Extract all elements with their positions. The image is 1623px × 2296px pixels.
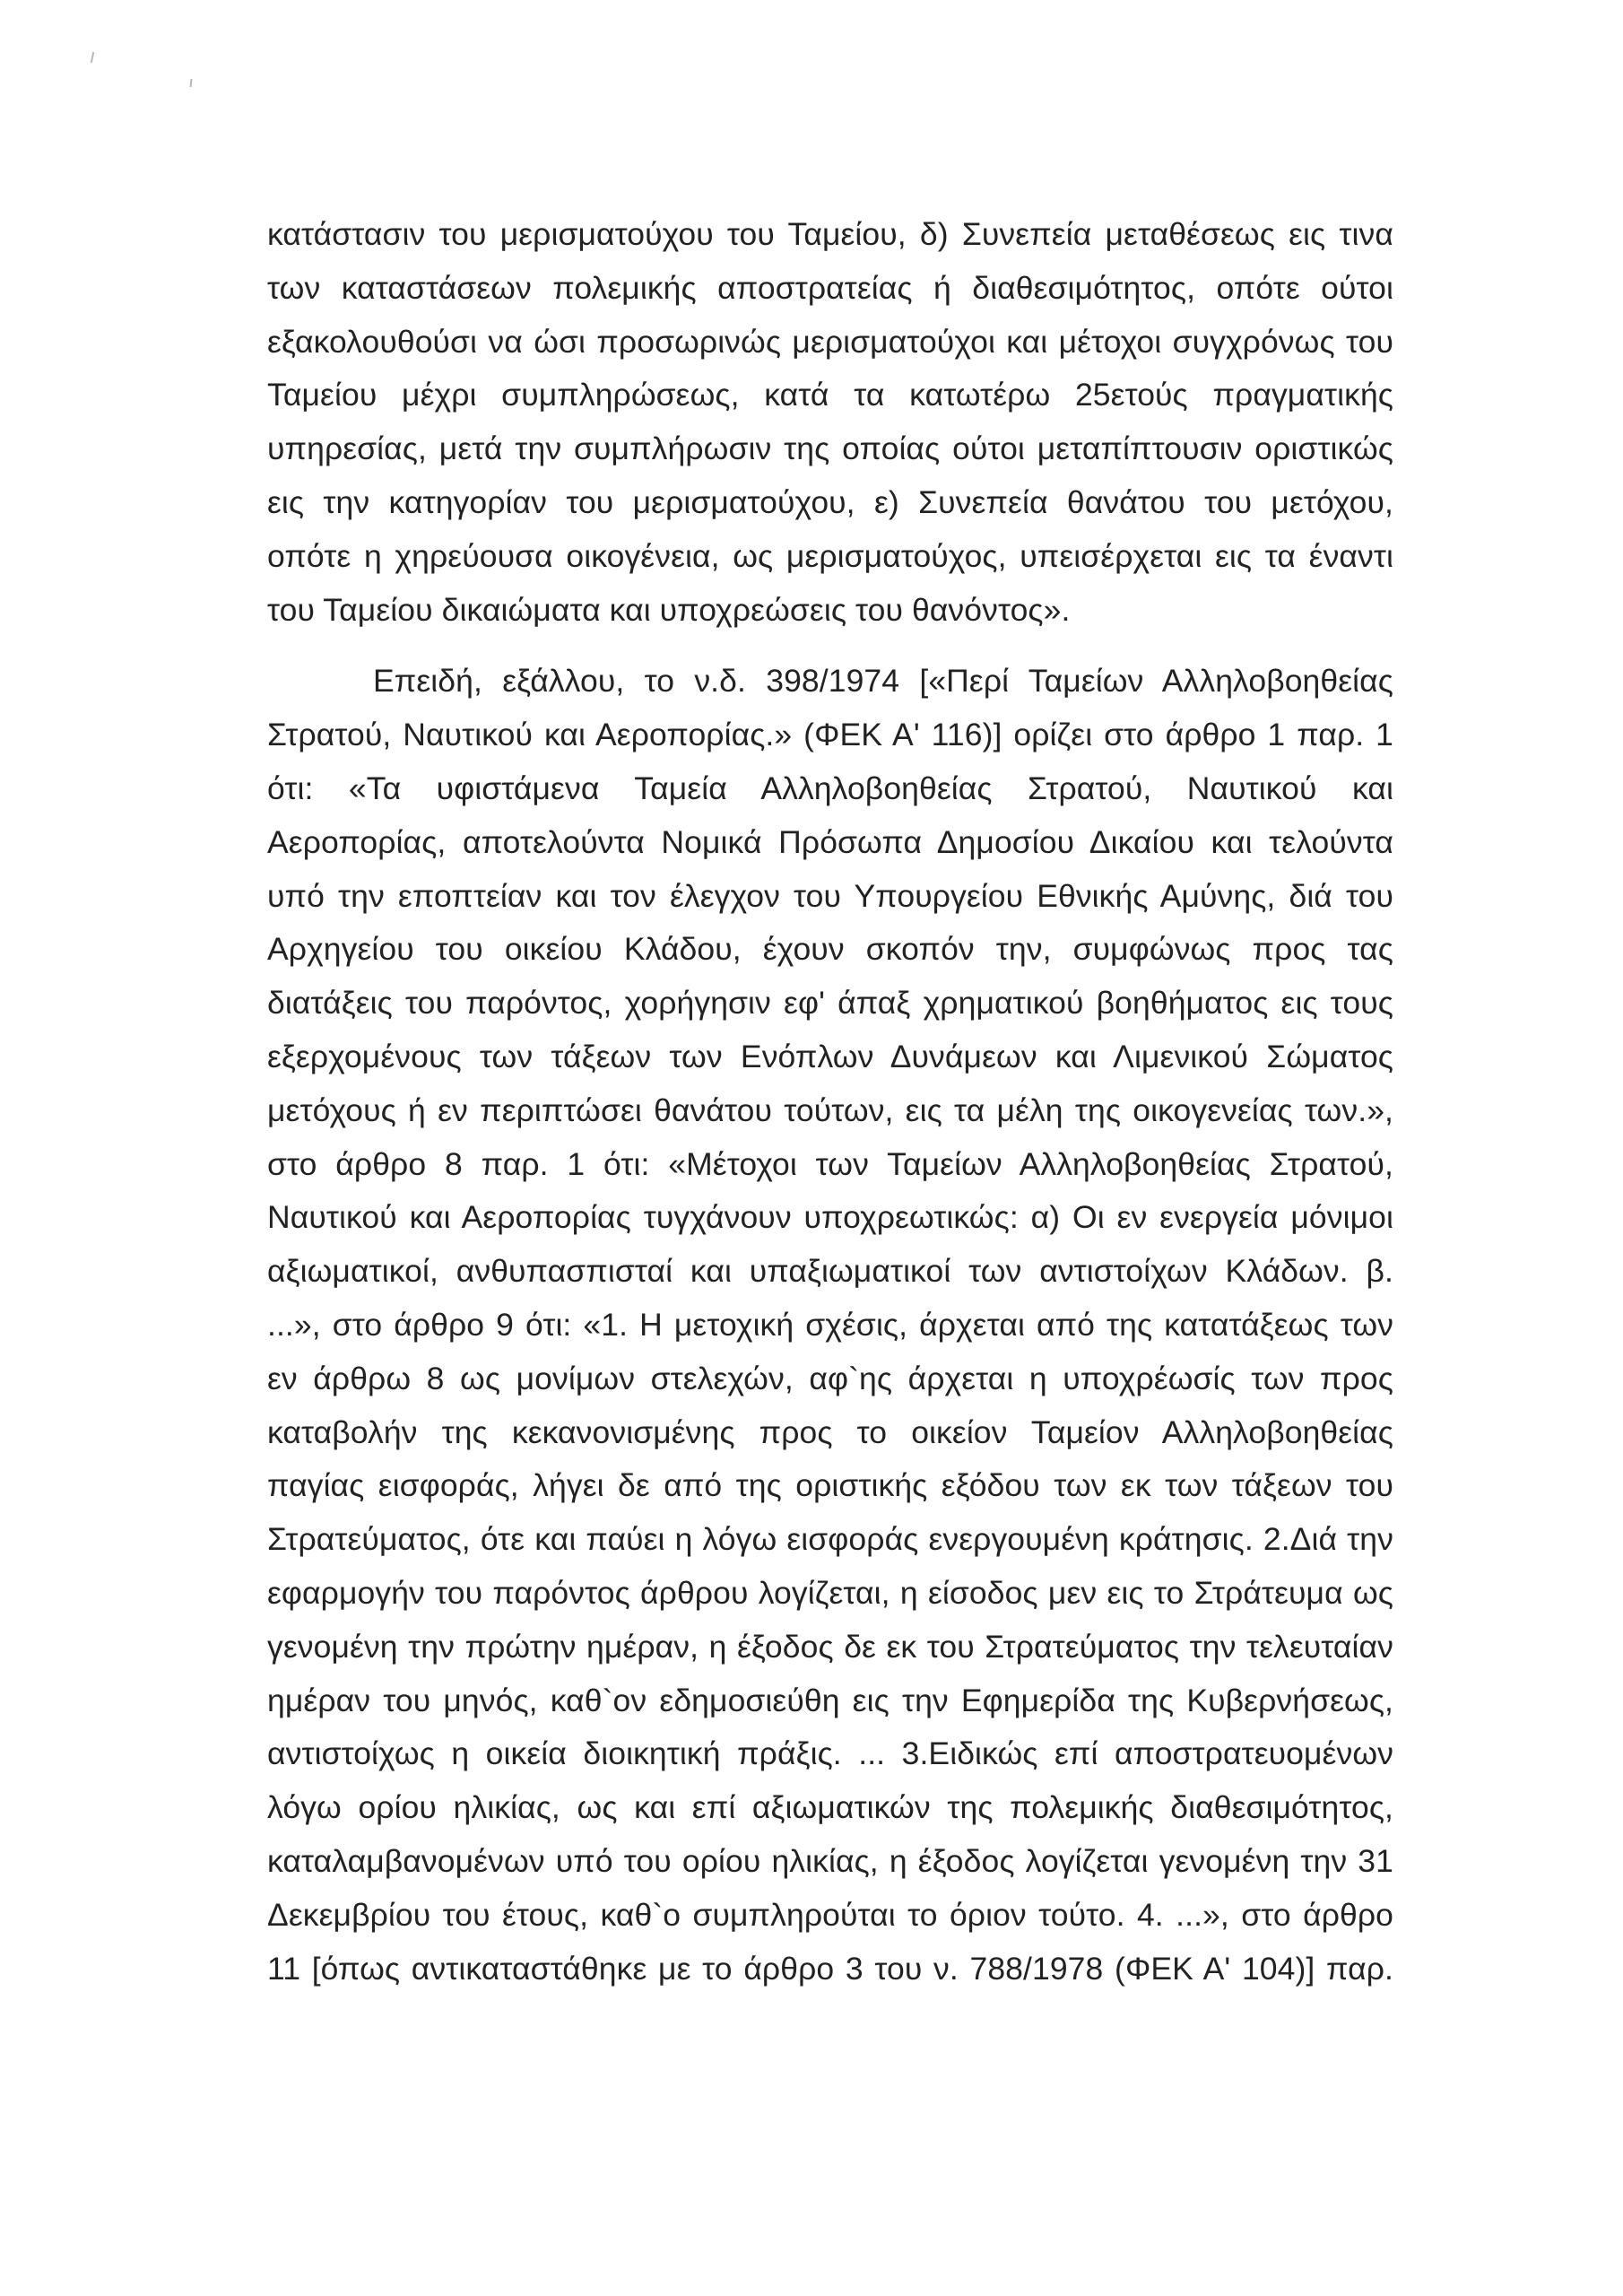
text-line: Στρατού, Ναυτικού και Αεροπορίας.» (ΦΕΚ Α' 116)] ορίζει στο άρθρο 1 παρ. 1 (267, 717, 1393, 753)
text-line: καταβολήν της κεκανονισμένης προς το οικείον Ταμείον Αλληλοβοηθείας (267, 1413, 1393, 1450)
text-line: διατάξεις του παρόντος, χορήγησιν εφ' άπαξ χρηματικού βοηθήματος εις τους (267, 985, 1393, 1022)
text-line: Δεκεμβρίου του έτους, καθ`ο συμπληρούται το όριον τούτο. 4. ...», στο άρθρο (267, 1896, 1393, 1933)
text-line: εξερχομένους των τάξεων των Ενόπλων Δυνάμεων και Λιμενικού Σώματος (267, 1038, 1393, 1074)
text-line: γενομένη την πρώτην ημέραν, η έξοδος δε εκ του Στρατεύματος την τελευταίαν (267, 1628, 1393, 1665)
text-line: Επειδή, εξάλλου, το ν.δ. 398/1974 [«Περί Ταμείων Αλληλοβοηθείας (373, 663, 1393, 700)
scan-artifact-mark (91, 52, 94, 63)
text-line: αξιωματικοί, ανθυπασπισταί και υπαξιωματικοί των αντιστοίχων Κλάδων. β. (267, 1253, 1393, 1290)
paragraph-spacer (267, 637, 1393, 655)
text-line: εν άρθρω 8 ως μονίμων στελεχών, αφ`ης άρχεται η υποχρέωσίς των προς (267, 1360, 1393, 1396)
text-line: παγίας εισφοράς, λήγει δε από της οριστικής εξόδου των εκ των τάξεων του (267, 1467, 1393, 1504)
text-line: μετόχους ή εν περιπτώσει θανάτου τούτων, εις τα μέλη της οικογενείας των.», (267, 1091, 1393, 1128)
text-line: ...», στο άρθρο 9 ότι: «1. Η μετοχική σχέσις, άρχεται από της κατατάξεως των (267, 1306, 1393, 1343)
text-line: ότι: «Τα υφιστάμενα Ταμεία Αλληλοβοηθείας Στρατού, Ναυτικού και (267, 770, 1393, 806)
text-line: 11 [όπως αντικαταστάθηκε με το άρθρο 3 του ν. 788/1978 (ΦΕΚ Α' 104)] παρ. (267, 1950, 1393, 1987)
text-line: υπό την εποπτείαν και τον έλεγχον του Υπουργείου Εθνικής Αμύνης, διά του (267, 877, 1393, 914)
text-line: στο άρθρο 8 παρ. 1 ότι: «Μέτοχοι των Ταμείων Αλληλοβοηθείας Στρατού, (267, 1145, 1393, 1182)
text-line: αντιστοίχως η οικεία διοικητική πράξις. ... 3.Ειδικώς επί αποστρατευομένων (267, 1735, 1393, 1772)
text-line: Αρχηγείου του οικείου Κλάδου, έχουν σκοπόν την, συμφώνως προς τας (267, 931, 1393, 968)
text-line: Στρατεύματος, ότε και παύει η λόγω εισφοράς ενεργουμένη κράτησις. 2.Διά την (267, 1521, 1393, 1558)
text-line: Αεροπορίας, αποτελούντα Νομικά Πρόσωπα Δημοσίου Δικαίου και τελούντα (267, 823, 1393, 860)
paragraph-2 (267, 655, 1393, 1996)
text-line: ημέραν του μηνός, καθ`ον εδημοσιεύθη εις την Εφημερίδα της Κυβερνήσεως, (267, 1682, 1393, 1718)
text-line: των καταστάσεων πολεμικής αποστρατείας ή διαθεσιμότητος, οπότε ούτοι (267, 269, 1393, 306)
text-line: εις την κατηγορίαν του μερισματούχου, ε) Συνεπεία θανάτου του μετόχου, (267, 483, 1393, 520)
text-line: εξακολουθούσι να ώσι προσωρινώς μερισματούχοι και μέτοχοι συγχρόνως του (267, 323, 1393, 360)
text-line: Ταμείου μέχρι συμπληρώσεως, κατά τα κατωτέρω 25ετούς πραγματικής (267, 377, 1393, 413)
text-line: εφαρμογήν του παρόντος άρθρου λογίζεται, η είσοδος μεν εις το Στράτευμα ως (267, 1574, 1393, 1611)
text-line: καταλαμβανομένων υπό του ορίου ηλικίας, η έξοδος λογίζεται γενομένη την 31 (267, 1842, 1393, 1879)
text-line: λόγω ορίου ηλικίας, ως και επί αξιωματικών της πολεμικής διαθεσιμότητος, (267, 1789, 1393, 1826)
scan-artifact-mark (190, 79, 193, 87)
text-line: οπότε η χηρεύουσα οικογένεια, ως μερισματούχος, υπεισέρχεται εις τα έναντι (267, 537, 1393, 574)
text-line: υπηρεσίας, μετά την συμπλήρωσιν της οποίας ούτοι μεταπίπτουσιν οριστικώς (267, 430, 1393, 467)
text-line: Ναυτικού και Αεροπορίας τυγχάνουν υποχρεωτικώς: α) Οι εν ενεργεία μόνιμοι (267, 1199, 1393, 1236)
paragraph-1 (267, 208, 1393, 637)
text-line: κατάστασιν του μερισματούχου του Ταμείου, δ) Συνεπεία μεταθέσεως εις τινα (267, 216, 1393, 252)
document-body (267, 208, 1393, 1996)
text-line: του Ταμείου δικαιώματα και υποχρεώσεις του θανόντος». (267, 591, 1071, 628)
